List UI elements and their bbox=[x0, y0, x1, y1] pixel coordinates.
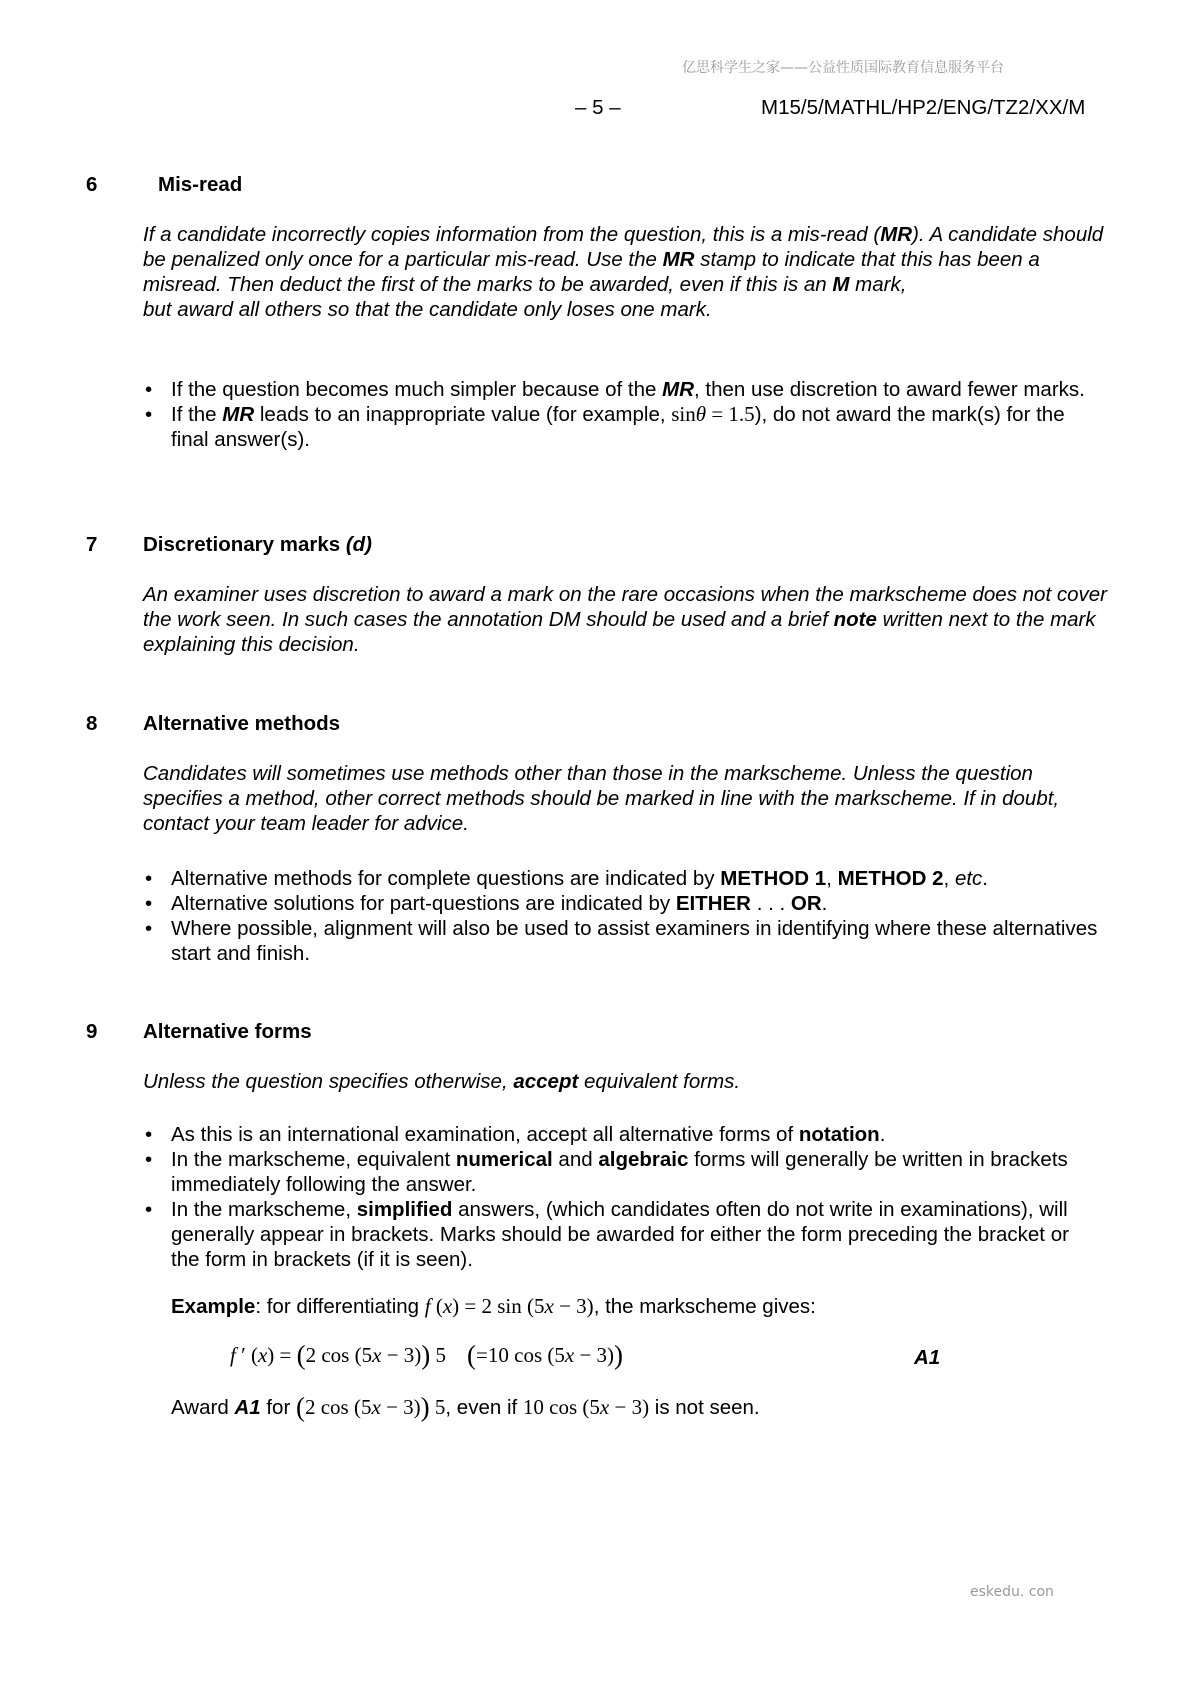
section-6-bullet-2: • If the MR leads to an inappropriate value (for example, sinθ = 1.5), do not award the mark(s) for the final answer(s). bbox=[143, 402, 1103, 452]
page-number: – 5 – bbox=[575, 96, 621, 119]
sin-theta-formula: sinθ = 1.5 bbox=[671, 402, 755, 426]
section-6-number: 6 bbox=[86, 173, 98, 196]
section-9-bullet-1: • As this is an international examination, accept all alternative forms of notation. bbox=[143, 1122, 1103, 1147]
section-6-bullet-1: • If the question becomes much simpler because of the MR, then use discretion to award fewer marks. bbox=[143, 377, 1103, 402]
section-7-number: 7 bbox=[86, 533, 98, 556]
section-8-paragraph: Candidates will sometimes use methods other than those in the markscheme. Unless the question specifies a method, other correct methods should be marked in line with the markscheme. If in doubt, contact your team leader for advice. bbox=[143, 762, 1060, 835]
document-code: M15/5/MATHL/HP2/ENG/TZ2/XX/M bbox=[761, 96, 1086, 119]
section-6-title: Mis-read bbox=[158, 173, 243, 196]
derivative-formula: f ′ (x) = (2 cos (5x − 3)) 5 (=10 cos (5x − 3)) bbox=[230, 1340, 624, 1370]
a1-mark: A1 bbox=[914, 1346, 941, 1369]
section-8-title: Alternative methods bbox=[143, 712, 341, 735]
award-line: Award A1 for (2 cos (5x − 3)) 5, even if 10 cos (5x − 3) is not seen. bbox=[171, 1392, 760, 1422]
section-7-title: Discretionary marks (d) bbox=[143, 533, 373, 556]
section-8-bullet-3: • Where possible, alignment will also be used to assist examiners in identifying where these alternatives start and finish. bbox=[143, 916, 1103, 966]
example-function: f (x) = 2 sin (5x − 3) bbox=[424, 1294, 594, 1318]
award-formula-2: 10 cos (5x − 3) bbox=[522, 1395, 650, 1419]
section-6-paragraph: If a candidate incorrectly copies information from the question, this is a mis-read (MR). A candidate should be penalized only once for a particular mis-read. Use the MR stamp to indicate that this has been a misread. Then deduct the first of the marks to be awarded, even if this is an M mark, but award all others so that the candidate only loses one mark. bbox=[143, 223, 1104, 321]
section-8-number: 8 bbox=[86, 712, 98, 735]
watermark-top: 亿思科学生之家——公益性质国际教育信息服务平台 bbox=[682, 60, 1004, 76]
example-line: Example: for differentiating f (x) = 2 sin (5x − 3), the markscheme gives: bbox=[171, 1294, 816, 1318]
section-9-paragraph: Unless the question specifies otherwise, accept equivalent forms. bbox=[143, 1070, 741, 1093]
section-8-bullet-2: • Alternative solutions for part-questions are indicated by EITHER . . . OR. bbox=[143, 891, 1103, 916]
section-8-bullets bbox=[143, 866, 1103, 966]
section-6-bullets bbox=[143, 377, 1103, 452]
section-9-bullets bbox=[143, 1122, 1103, 1272]
section-7-paragraph: An examiner uses discretion to award a mark on the rare occasions when the markscheme does not cover the work seen. In such cases the annotation DM should be used and a brief note written next to the mark explaining this decision. bbox=[143, 583, 1107, 656]
section-9-number: 9 bbox=[86, 1020, 98, 1043]
section-9-title: Alternative forms bbox=[143, 1020, 312, 1043]
section-8-bullet-1: • Alternative methods for complete questions are indicated by METHOD 1, METHOD 2, etc. bbox=[143, 866, 1103, 891]
award-formula-1: (2 cos (5x − 3)) 5 bbox=[295, 1392, 446, 1422]
watermark-bottom: eskedu. con bbox=[970, 1584, 1054, 1600]
section-9-bullet-2: • In the markscheme, equivalent numerical and algebraic forms will generally be written in brackets immediately following the answer. bbox=[143, 1147, 1103, 1197]
section-9-bullet-3: • In the markscheme, simplified answers, (which candidates often do not write in examinations), will generally appear in brackets. Marks should be awarded for either the form preceding the bracket or the form in brackets (if it is seen). bbox=[143, 1197, 1103, 1272]
